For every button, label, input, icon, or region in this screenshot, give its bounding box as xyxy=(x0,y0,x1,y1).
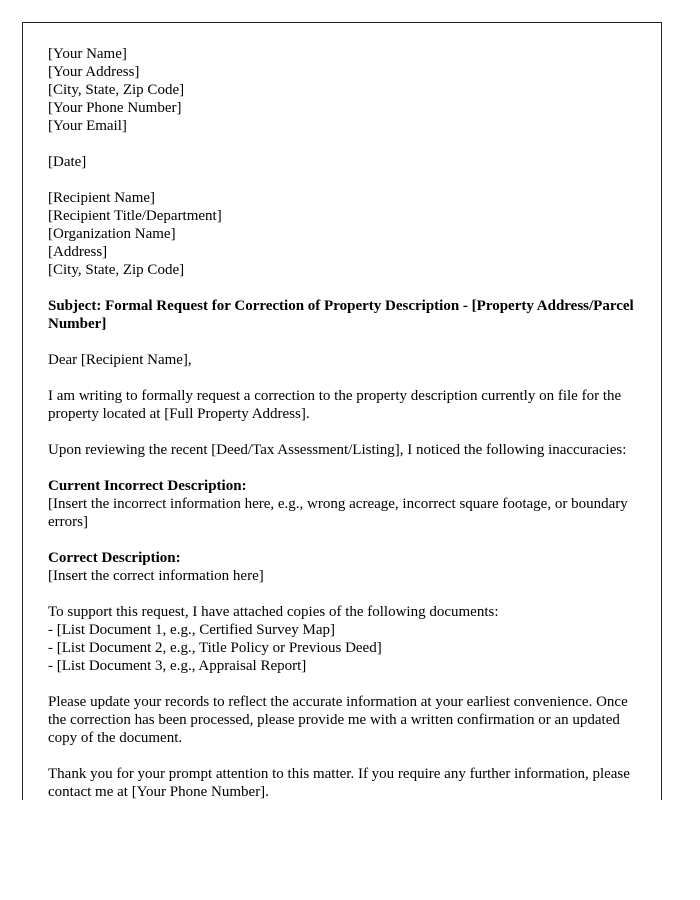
date-block xyxy=(48,153,637,171)
attachments-intro: To support this request, I have attached copies of the following documents: xyxy=(48,604,499,620)
sender-city-state-zip: [City, State, Zip Code] xyxy=(48,82,185,98)
attachment-item: - [List Document 3, e.g., Appraisal Report] xyxy=(48,658,307,674)
salutation: Dear [Recipient Name], xyxy=(48,352,192,368)
spacer-after-review xyxy=(48,459,637,477)
spacer-after-incorrect xyxy=(48,531,637,549)
recipient-name: [Recipient Name] xyxy=(48,190,156,206)
date-line: [Date] xyxy=(48,154,87,170)
current-incorrect-body: [Insert the incorrect information here, e.g., wrong acreage, incorrect square footage, or boundary errors] xyxy=(48,496,628,530)
attachment-item: - [List Document 1, e.g., Certified Survey Map] xyxy=(48,622,336,638)
letter-body xyxy=(23,23,661,800)
recipient-organization: [Organization Name] xyxy=(48,226,176,242)
update-records-paragraph: Please update your records to reflect the accurate information at your earliest convenience. Once the correction has been processed, please provide me with a written confirmation or an updated copy of the document. xyxy=(48,694,628,746)
sender-email: [Your Email] xyxy=(48,118,127,134)
current-incorrect-heading: Current Incorrect Description: xyxy=(48,478,247,494)
sender-name: [Your Name] xyxy=(48,46,127,62)
recipient-address-block xyxy=(48,189,637,279)
sender-address: [Your Address] xyxy=(48,64,140,80)
recipient-city-state-zip: [City, State, Zip Code] xyxy=(48,262,185,278)
subject-line: Subject: Formal Request for Correction of Property Description - [Property Address/Parcel Number] xyxy=(48,298,634,332)
spacer-after-update xyxy=(48,747,637,765)
review-paragraph: Upon reviewing the recent [Deed/Tax Assessment/Listing], I noticed the following inaccuracies: xyxy=(48,442,627,458)
attachment-item: - [List Document 2, e.g., Title Policy or Previous Deed] xyxy=(48,640,382,656)
spacer-after-subject xyxy=(48,333,637,351)
closing-paragraph: Thank you for your prompt attention to this matter. If you require any further information, please contact me at [Your Phone Number]. xyxy=(48,766,630,800)
spacer-after-salutation xyxy=(48,369,637,387)
correct-description-body: [Insert the correct information here] xyxy=(48,568,264,584)
recipient-title: [Recipient Title/Department] xyxy=(48,208,222,224)
spacer-after-recipient xyxy=(48,279,637,297)
letter-page xyxy=(22,22,662,800)
correct-description-heading: Correct Description: xyxy=(48,550,181,566)
spacer-after-correct xyxy=(48,585,637,603)
sender-address-block xyxy=(48,45,637,135)
sender-phone: [Your Phone Number] xyxy=(48,100,182,116)
spacer-after-sender xyxy=(48,135,637,153)
spacer-after-intro xyxy=(48,423,637,441)
intro-paragraph: I am writing to formally request a correction to the property description currently on file for the property located at [Full Property Address]. xyxy=(48,388,622,422)
recipient-address: [Address] xyxy=(48,244,108,260)
spacer-after-attachments xyxy=(48,675,637,693)
spacer-after-date xyxy=(48,171,637,189)
